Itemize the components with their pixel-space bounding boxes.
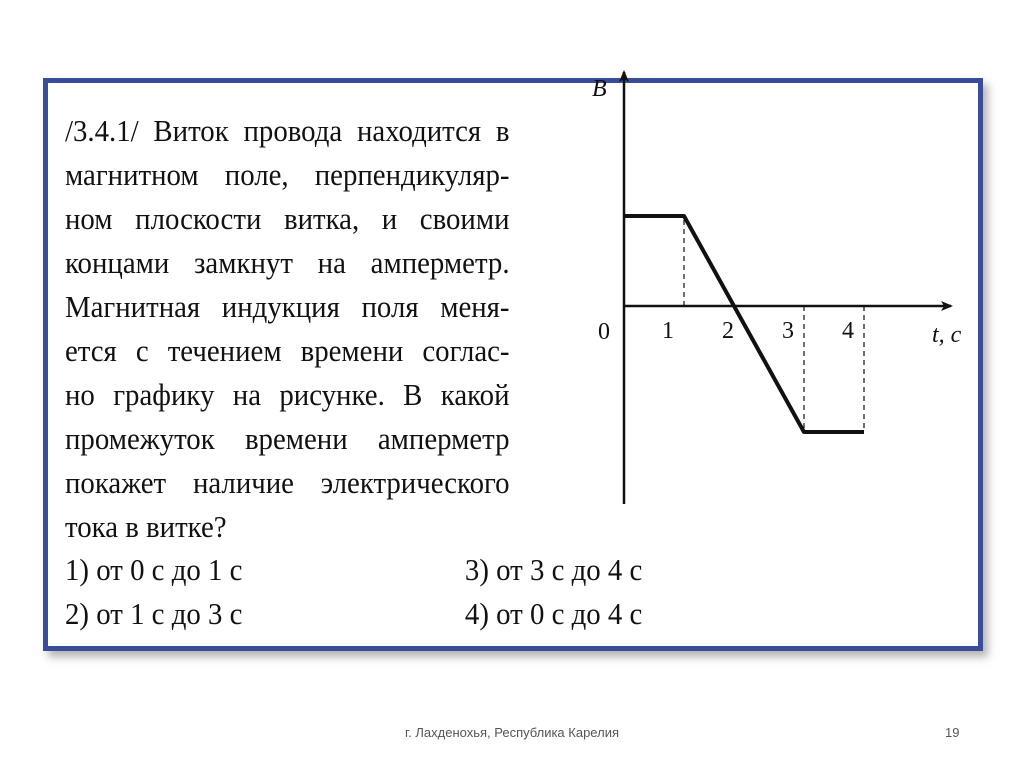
- answer-option-4: 4) от 0 с до 4 с: [464, 596, 643, 631]
- b-vs-t-graph: [580, 76, 962, 493]
- problem-line: /3.4.1/ Виток провода находится в: [65, 113, 510, 148]
- problem-line: магнитном поле, перпендикуляр-: [65, 157, 510, 192]
- answer-row: [65, 548, 865, 592]
- footer-location: г. Лахденохья, Республика Карелия: [404, 725, 619, 740]
- x-tick-label: 2: [722, 318, 734, 344]
- x-tick-label: 3: [782, 318, 794, 344]
- b-line: [624, 216, 864, 432]
- page-number: 19: [945, 725, 960, 740]
- problem-line: тока в витке?: [65, 509, 227, 544]
- y-axis-label: B: [592, 76, 607, 102]
- answer-option-2: 2) от 1 с до 3 с: [65, 596, 243, 631]
- problem-text: [65, 109, 510, 549]
- problem-line: концами замкнут на амперметр.: [65, 245, 510, 280]
- problem-line: ется с течением времени соглас-: [65, 333, 510, 368]
- problem-line: промежуток времени амперметр: [65, 421, 510, 456]
- answer-row: [65, 592, 865, 636]
- problem-line: покажет наличие электрического: [65, 465, 510, 500]
- answer-option-1: 1) от 0 с до 1 с: [65, 552, 243, 587]
- problem-line: Магнитная индукция поля меня-: [65, 289, 510, 324]
- origin-label: 0: [598, 319, 610, 345]
- answer-options: [65, 548, 865, 636]
- answer-option-3: 3) от 3 с до 4 с: [464, 552, 643, 587]
- problem-line: ном плоскости витка, и своими: [65, 201, 510, 236]
- x-axis-label: t, c: [932, 322, 962, 348]
- slide-frame: [43, 78, 983, 651]
- x-tick-label: 1: [662, 318, 674, 344]
- problem-line: но графику на рисунке. В какой: [65, 377, 510, 412]
- x-tick-label: 4: [842, 318, 854, 344]
